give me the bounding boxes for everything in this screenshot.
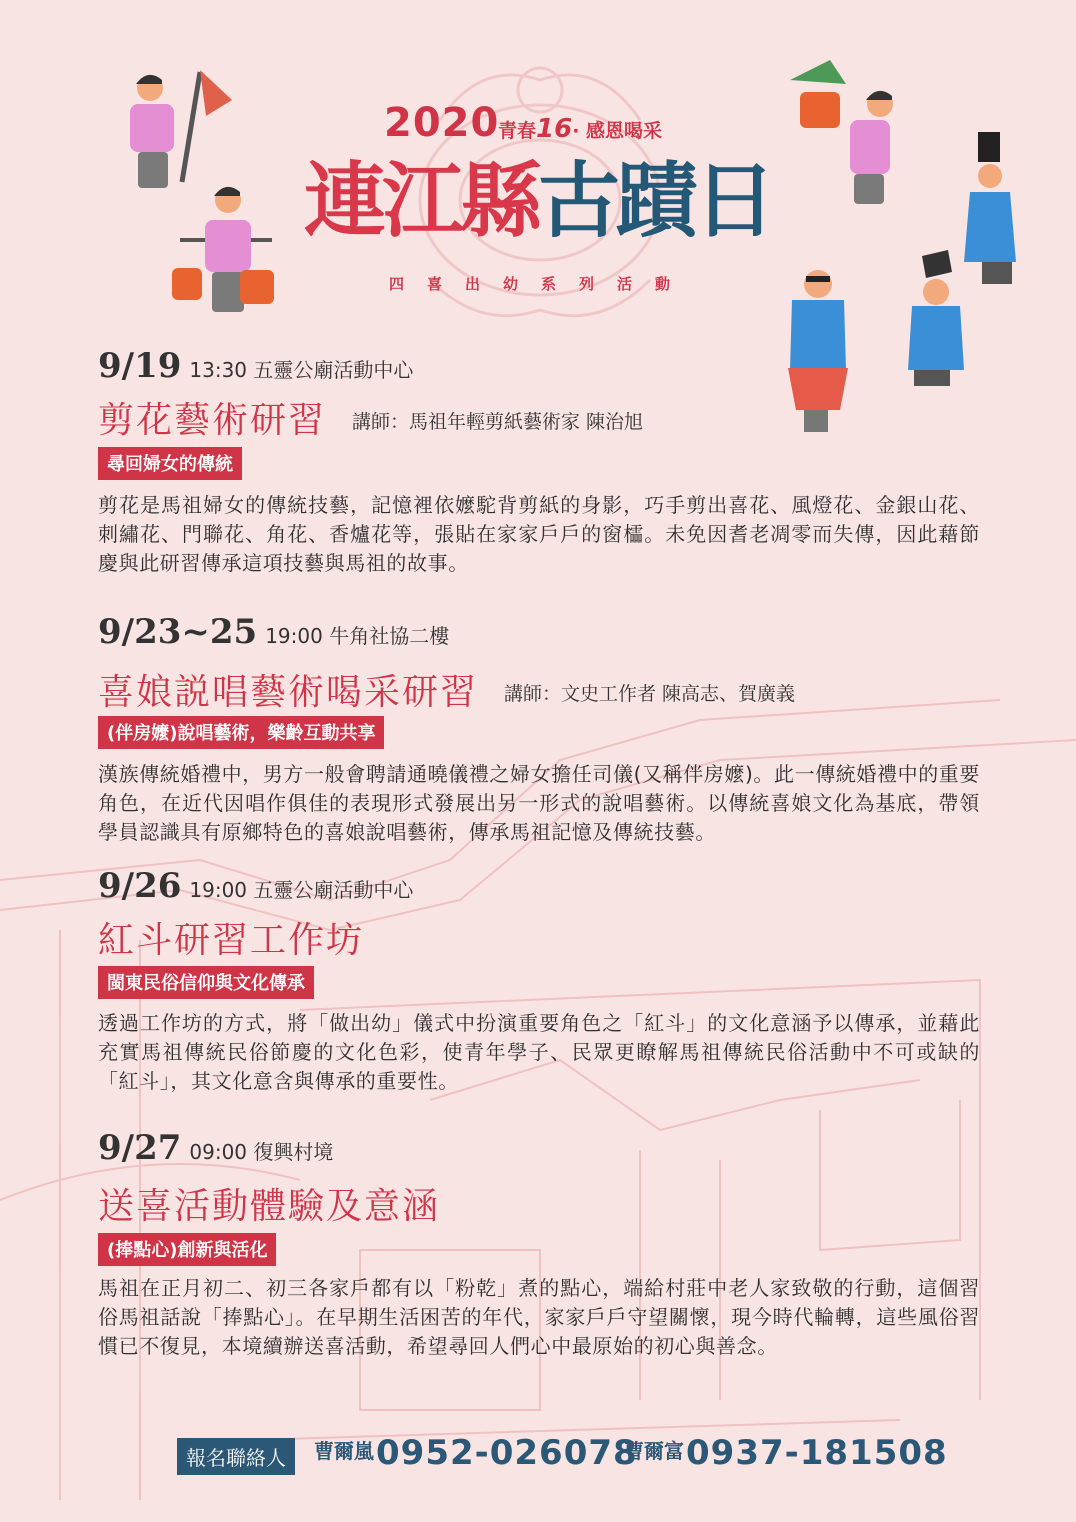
event-1-date-line [98,346,413,386]
event-time-place: 09:00 復興村境 [189,1140,334,1164]
event-2-description: 漢族傳統婚禮中，男方一般會聘請通曉儀禮之婦女擔任司儀(又稱伴房嬤)。此一傳統婚禮中的重要角色，在近代因唱作俱佳的表現形式發展出另一形式的說唱藝術。以傳統喜娘文化為基底，帶領學員認識具有原鄉特色的喜娘說唱藝術，傳承馬祖記憶及傳統技藝。 [98,762,981,844]
event-1-tag: 尋回婦女的傳統 [98,447,242,480]
event-3-description: 透過工作坊的方式，將「做出幼」儀式中扮演重要角色之「紅斗」的文化意涵予以傳承，並藉此充實馬祖傳統民俗節慶的文化色彩，使青年學子、民眾更瞭解馬祖傳統民俗活動中不可或缺的「紅斗」，其文化意含與傳承的重要性。 [98,1011,980,1093]
event-date: 9/19 [98,346,182,386]
contact-2 [624,1433,948,1473]
character-hat-illustration [964,132,1016,284]
event-title: 喜娘説唱藝術喝采研習 [98,672,479,713]
title-red-part: 連江縣 [304,153,539,249]
event-4-date-line [98,1128,333,1168]
header-series: 四喜出幼系列活動 [389,275,694,293]
event-date: 9/27 [98,1128,182,1168]
contact-name: 曹爾嵐 [314,1439,374,1463]
event-2-title-line [98,664,795,715]
event-3-date-line [98,866,413,906]
event-time-place: 13:30 五靈公廟活動中心 [189,358,414,382]
event-title: 紅斗研習工作坊 [98,920,365,961]
event-title: 送喜活動體驗及意涵 [98,1186,441,1227]
event-2-tag: (伴房嬤)說唱藝術，樂齡互動共享 [98,716,384,749]
event-title: 剪花藝術研習 [98,400,327,441]
character-red-robe-illustration [788,270,848,432]
event-4-tag: (捧點心)創新與活化 [98,1233,276,1266]
slogan-part-b: · 感恩喝采 [572,120,663,142]
character-baskets-illustration [172,187,274,312]
event-3-title-line [98,912,364,963]
character-flowerpot-illustration [790,60,893,204]
event-date: 9/26 [98,866,182,906]
event-1-title-line [98,392,643,443]
contact-phone[interactable]: 0952-026078 [376,1433,638,1473]
contact-label: 報名聯絡人 [177,1438,295,1475]
event-date: 9/23~25 [98,612,258,652]
slogan-part-a: 青春 [498,120,537,142]
event-2-date-line [98,612,449,652]
event-time-place: 19:00 五靈公廟活動中心 [189,878,414,902]
event-time-place: 19:00 牛角社協二樓 [265,624,450,648]
header-year: 2020 [384,100,500,146]
character-flag-illustration [130,70,232,188]
event-4-title-line [98,1178,440,1229]
header-slogan [498,114,662,144]
event-3-tag: 閩東民俗信仰與文化傳承 [98,966,314,999]
character-blue-robe-illustration [908,250,964,386]
contact-phone[interactable]: 0937-181508 [686,1433,948,1473]
event-1-description: 剪花是馬祖婦女的傳統技藝，記憶裡依嬤駝背剪紙的身影，巧手剪出喜花、風燈花、金銀山花、刺繡花、門聯花、角花、香爐花等，張貼在家家戶戶的窗櫺。未免因耆老凋零而失傳，因此藉節慶與此研習傳承這項技藝與馬祖的故事。 [98,493,980,575]
contact-1 [314,1433,638,1473]
event-lecturer: 講師：文史工作者 陳高志、賀廣義 [504,683,796,705]
event-lecturer: 講師：馬祖年輕剪紙藝術家 陳治旭 [352,411,644,433]
slogan-number: 16 [536,114,573,144]
header-title [304,153,773,249]
contact-name: 曹爾富 [624,1439,684,1463]
title-blue-part: 古蹟日 [538,153,773,249]
event-4-description: 馬祖在正月初二、初三各家戶都有以「粉乾」煮的點心，端給村莊中老人家致敬的行動，這個習俗馬祖話說「捧點心」。在早期生活困苦的年代，家家戶戶守望關懷，現今時代輪轉，這些風俗習慣已不復見，本境續辦送喜活動，希望尋回人們心中最原始的初心與善念。 [98,1276,980,1358]
